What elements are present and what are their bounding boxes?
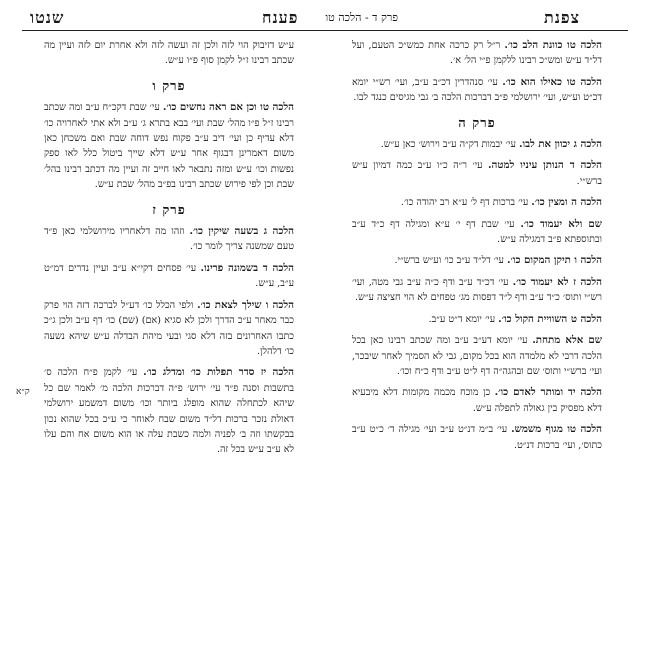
halacha-heading: הלכה ו תיקן המקום כו׳. <box>507 254 602 267</box>
halacha-heading: הלכה יד ומותר לאדם כו׳. <box>494 386 602 399</box>
commentary-paragraph <box>352 158 602 189</box>
commentary-paragraph <box>44 100 294 192</box>
commentary-paragraph <box>44 224 294 255</box>
commentary-text: עי׳ דכ״ד ע״ב ודף כ״ה ע״ב גבי מטה, ועי׳ רש״י ותוס׳ כ״ד ע״ב ודף ל״ד דפסות מג׳ טפחים לא הוי חציצה ע״ש. <box>352 276 602 304</box>
commentary-text: ולפי הכלל כו׳ דע״ל לברכה דזה הוי פרק כבר מאחר ע״כ הדרך ולכן לא סגיא (אם) (שם) כו׳ דף ע״ב ולכן ג״כ כתבו האחרונים בזה דלא סגי ובעי מיהת הבדלה ע״ש שיהא נשעה כו׳ דלהלן. <box>44 299 294 357</box>
commentary-paragraph <box>44 38 294 69</box>
commentary-paragraph <box>352 422 602 453</box>
halacha-heading: הלכה ה ומצין כו׳. <box>531 196 602 209</box>
commentary-text: עי׳ פסחים דקי״א ע״ב ועיין נדרים דמ״ט ע״ב, ע״ש. <box>44 262 294 290</box>
commentary-text: עי׳ דל״ד ע״ב כו׳ וע״ש ברש״י. <box>394 255 507 267</box>
commentary-paragraph <box>352 38 602 69</box>
commentary-text: עי׳ יומא דע״ב ע״ב ומה שכתב רבינו כאן בכל הלכה דרבי לא מלמדה הוא בכל מקום, גבי לא הסמיך לאחר שיבכר, ועי׳ ברש״י ותוס׳ שם ובהגה״ה דף ל״ט ע״ב ודף כ״ח וכו׳. <box>352 335 602 377</box>
commentary-text: עי׳ לקמן פ״ח הלכה ס׳ בתשבות וסנה פ״ד עי׳ ירוש׳ פ״ה דברכות הלכה מ׳ לאמר שם כל שיהא לכתחלה שהוא מופלג ביותר וכו׳ משום דמשמע ירושלמי דאולת נזכר ברכות דל״ד משום שבח לאוחר כי ע״כ בכל שהוא נכון בבקשתו וזה ב׳ לפניה ולמה כשבת עלה או הוא משום אח והם עלו לא ע״ב ע״ש בכל זה. <box>44 367 294 456</box>
commentary-text: עי׳ שבת דף י׳ ע״א ומגילה דף כ״ד ע״ב ובתוספתא פ״ב דמגילה ע״ש. <box>352 218 602 246</box>
commentary-text: עי׳ ברכות דף ל׳ ע״א רב יהודה כו׳. <box>400 197 532 209</box>
commentary-text: ע״ש דזיבוק הוי לזה ולכן זה ועשה לזה ולא אחרת יום לזה ועיין מה שכתב רבינו ז״ל לקמן סוף פ״ו ע״ש. <box>44 40 294 67</box>
left-text-column <box>44 38 294 464</box>
commentary-paragraph <box>352 217 602 248</box>
commentary-text: וזהו מה דלאחריו מירושלמי כאן פ״ד טעם שמשנה צריך לומר כו׳. <box>44 226 294 253</box>
commentary-paragraph <box>352 253 602 268</box>
commentary-text: עי׳ שבת דקכ״ח ע״ב ומה שכתב רבינו ז״ל פ״ו מהל׳ שבת ועי׳ בבא בתרא ג׳ ע״ב ולא אתי לאחרויה כו׳ דלא עדיף כן ועי׳ דיב ע״ב פקוח נפש דוחה שבת ואם משכחן כאן משום דאמרינן דבגוף אחר ע״ש דלא שייך ביטול כלל לאו ספק נפשות וכו׳ ע״ש ומזה נתבאר לאו חייב זה ועיין מה דכתב רבינו בהל׳ שבת וכן לפי פירוש שכתב רבינו בפ״ב מהל׳ שבת ע״ש. <box>44 102 294 191</box>
commentary-paragraph <box>352 333 602 379</box>
halacha-heading: הלכה ז לא יעמוד כו׳. <box>512 275 602 288</box>
page-corner-label: שנטו <box>30 8 65 27</box>
commentary-paragraph <box>352 75 602 106</box>
margin-note: ק״א <box>16 387 30 397</box>
commentary-text: כן מוכח מכמה מקומות דלא מיבעיא דלא מפסיק בין גאולה לתפלה ע״ש. <box>352 387 602 414</box>
commentary-paragraph <box>352 275 602 306</box>
halacha-heading: הלכה יז סדר תפלות כו׳ ומדלג כו׳. <box>143 366 294 379</box>
halacha-heading: הלכה ו שילך לצאת כו׳. <box>197 298 294 311</box>
running-title-left: פענח <box>262 8 299 27</box>
commentary-text: עי׳ יבמות דק״ה ע״ב וירוש׳ כאן ע״ש. <box>380 139 519 151</box>
commentary-paragraph <box>352 137 602 152</box>
chapter-title: פרק ה <box>458 115 496 131</box>
chapter-title: פרק ז <box>152 202 186 218</box>
halacha-heading: הלכה טו מגוף משמש. <box>511 423 602 436</box>
halacha-heading: הלכה טו כוונת הלב כו׳. <box>504 39 602 51</box>
commentary-paragraph <box>44 298 294 360</box>
halacha-heading: הלכה ד בשמונה פרינו. <box>200 261 294 274</box>
halacha-heading: שם ולא יעמוד כו׳. <box>520 217 602 230</box>
commentary-text: עי׳ ב״מ דנ״ט ע״ב ועי׳ מגילה ד׳ כ״ט ע״ב כתוס׳, ועי׳ ברכות דנ״ט. <box>352 424 602 451</box>
halacha-heading: הלכה ג בשעה שיקין כו׳. <box>189 225 295 238</box>
halacha-heading: הלכה ט השוויית הקול כו׳. <box>498 312 602 325</box>
chapter-title: פרק ו <box>152 78 186 94</box>
halacha-heading: הלכה טו וכן אם ראה נחשים כו׳. <box>162 101 294 114</box>
running-title-right: צפנת <box>543 8 580 27</box>
commentary-paragraph <box>44 261 294 292</box>
commentary-paragraph <box>352 312 602 327</box>
commentary-paragraph <box>352 385 602 416</box>
commentary-text: עי׳ ר״ה כ״ו ע״ב כמה דמיון ע״ש ברש״י. <box>352 160 602 187</box>
chapter-reference: פרק ד - הלכה טו <box>325 11 398 24</box>
commentary-text: ר״ל רק כרכה אחת כמש״כ הטעם, ועל דל״ד ע״ש ומש״כ רבינו ללקמן פ״י הל׳ א׳. <box>352 40 602 67</box>
page-header <box>22 8 628 31</box>
halacha-heading: שם אלא מתחת. <box>532 334 602 347</box>
commentary-paragraph <box>352 195 602 210</box>
commentary-text: עי׳ סנהדרין דכ״ב ע״ב, ועי׳ רש״י יומא דכ״ט וע״ש, ועי׳ ירושלמי פ״ב דברכות הלכה ב׳ גבי מגיסים כנגד לבו. <box>352 76 602 104</box>
commentary-paragraph <box>44 365 294 457</box>
halacha-heading: הלכה טו כאילו הוא כו׳. <box>502 75 603 88</box>
halacha-heading: הלכה ד הנותן עיניו למטה. <box>487 159 602 172</box>
halacha-heading: הלכה ג יכוון את לבו. <box>518 138 602 151</box>
commentary-text: עי׳ יומא ד״ט ע״ב. <box>428 313 499 325</box>
right-text-column <box>352 38 602 459</box>
